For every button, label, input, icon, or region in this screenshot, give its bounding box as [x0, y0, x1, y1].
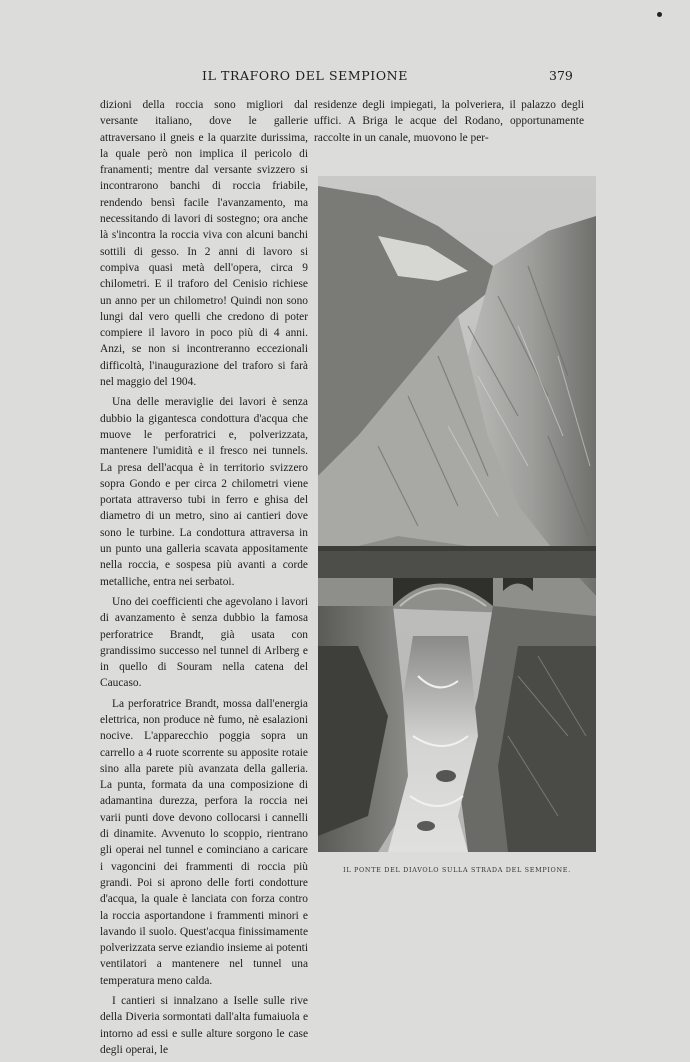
paragraph: La perforatrice Brandt, mossa dall'energia elettrica, non produce nè fumo, nè esalazioni nocive. L'apparecchio poggia sopra un carrello a 4 ruote scorrente su apposite rotaie sino alla parete più avanzata della galleria. La punta, formata da una composizione di adamantina durezza, perfora la roccia nei varii punti dove devono collocarsi i cannelli di dinamite. Avvenuto lo scoppio, rientrano gli operai nel tunnel e cominciano a caricare i vagoncini dei frammenti di roccia più grandi. Poi si aprono delle forti condotture d'acqua, la quale è lanciata con forza contro la roccia asportandone i frammenti minori e lavando il suolo. Quest'acqua finissimamente polverizzata serve eziandio insieme ai potenti ventilatori a mantenere nel tunnel una temperatura meno calda.: [100, 697, 308, 987]
paragraph: dizioni della roccia sono migliori dal versante italiano, dove le gallerie attraversano il gneis e la quarzite durissima, la quale però non implica il pericolo di franamenti; mentre dal versante svizzero si incontrarono banchi di roccia friabile, rendendo bensì facile l'avanzamento, ma necessitando di lavori di sostegno; ora anche là s'incontra la roccia viva con alcuni banchi sottili di gesso. In 2 anni di lavoro si compiva quasi metà dell'opera, circa 9 chilometri. E il traforo del Cenisio richiese un anno per un chilometro! Quindi non sono lungi dal vero quelli che credono di poter compiere il lavoro in poco più di 4 anni. Anzi, se non si incontreranno eccezionali difficoltà, l'inaugurazione del traforo si farà nel maggio del 1904.: [100, 99, 308, 389]
gorge-bridge-photo: [318, 176, 596, 852]
figure-caption: IL PONTE DEL DIAVOLO SULLA STRADA DEL SEMPIONE.: [343, 866, 571, 874]
print-mark: [657, 12, 662, 17]
photo-illustration: [318, 176, 596, 852]
running-header-title: IL TRAFORO DEL SEMPIONE: [202, 68, 408, 83]
page-number: 379: [549, 68, 573, 83]
paragraph: residenze degli impiegati, la polveriera, il palazzo degli uffici. A Briga le acque del Rodano, opportunamente raccolte in un canale, muovono le per-: [314, 99, 584, 144]
paragraph: Uno dei coefficienti che agevolano i lavori di avanzamento è senza dubbio la famosa perforatrice Brandt, già usata con grandissimo successo nel tunnel di Arlberg e in quello di Souram nella catena del Caucaso.: [100, 595, 308, 690]
paragraph: I cantieri si innalzano a Iselle sulle rive della Diveria sormontati dall'alta fumaiuola e intorno ad essi e sulle alture sorgono le case degli operai, le: [100, 995, 308, 1056]
left-text-column: [100, 97, 308, 1062]
right-text-column: [314, 97, 584, 146]
paragraph: Una delle meraviglie dei lavori è senza dubbio la gigantesca condottura d'acqua che muove le perforatrici e, polverizzata, mantenere l'umidità e il fresco nei tunnels. La presa dell'acqua è in territorio svizzero sopra Gondo e per circa 2 chilometri viene portata attraverso tubi in ferro e ghisa del diametro di un metro, sino ai cantieri dove sono le turbine. La condottura attraversa in un punto una galleria scavata appositamente nella roccia, e sospesa più avanti a corde metalliche, entra nei serbatoi.: [100, 396, 308, 588]
